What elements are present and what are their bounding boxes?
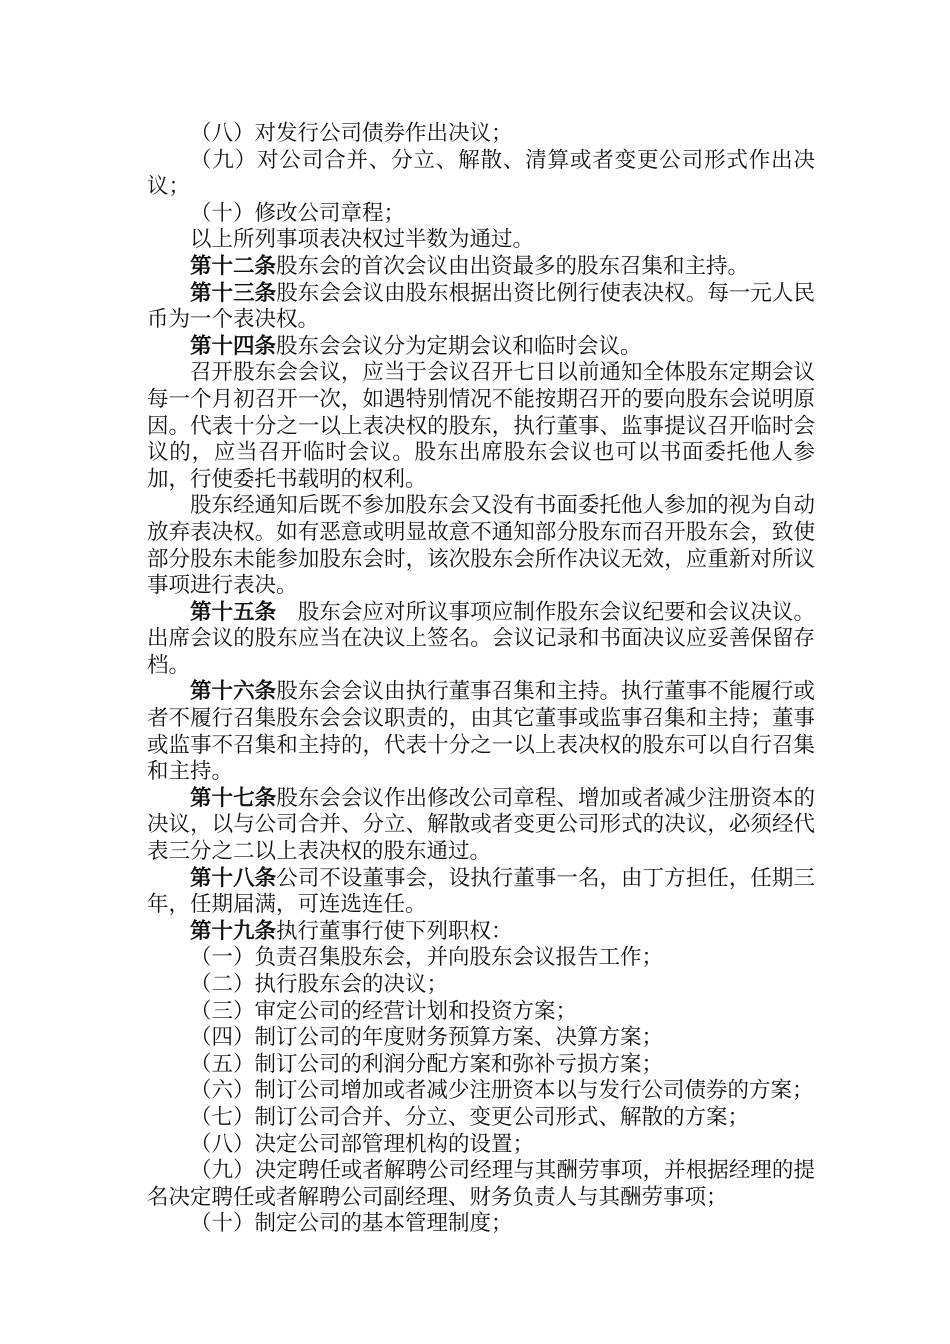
- article-text: 执行董事行使下列职权：: [276, 918, 513, 944]
- article-label: 第十九条: [190, 918, 277, 944]
- article-19: [147, 919, 815, 946]
- article-label: 第十八条: [190, 865, 277, 891]
- article-text: 股东会会议由执行董事召集和主持。执行董事不能履行或者不履行召集股东会会议职责的，由其它董事或监事召集和主持；董事或监事不召集和主持的，代表十分之一以上表决权的股东可以自行召集和主持。: [147, 679, 815, 785]
- clause-item: （九）决定聘任或者解聘公司经理与其酬劳事项，并根据经理的提名决定聘任或者解聘公司副经理、财务负责人与其酬劳事项；: [147, 1158, 815, 1210]
- article-18: [147, 866, 815, 919]
- body-paragraph: 股东经通知后既不参加股东会又没有书面委托他人参加的视为自动放弃表决权。如有恶意或明显故意不通知部分股东而召开股东会，致使部分股东未能参加股东会时，该次股东会所作决议无效，应重新对所议事项进行表决。: [147, 493, 815, 599]
- article-14: [147, 334, 815, 361]
- clause-item: （七）制订公司合并、分立、变更公司形式、解散的方案；: [190, 1104, 750, 1130]
- article-12: [147, 254, 815, 281]
- article-label: 第十七条: [190, 785, 277, 811]
- article-13: [147, 281, 815, 334]
- clause-item: （六）制订公司增加或者减少注册资本以与发行公司债券的方案；: [190, 1078, 814, 1104]
- article-label: 第十三条: [190, 280, 277, 306]
- clause-item: （二）执行股东会的决议；: [190, 972, 449, 997]
- article-text: 股东会会议分为定期会议和临时会议。: [276, 333, 642, 359]
- article-15: [147, 600, 815, 680]
- body-paragraph: 召开股东会会议，应当于会议召开七日以前通知全体股东定期会议每一个月初召开一次，如遇特别情况不能按期召开的要向股东会说明原因。代表十分之一以上表决权的股东，执行董事、监事提议召开临时会议的，应当召开临时会议。股东出席股东会议也可以书面委托他人参加，行使委托书载明的权利。: [147, 360, 815, 492]
- article-text: 公司不设董事会，设执行董事一名，由丁方担任，任期三年，任期届满，可连选连任。: [147, 865, 815, 918]
- clause-item: （八）决定公司部管理机构的设置；: [190, 1131, 535, 1157]
- article-label: 第十六条: [190, 679, 277, 705]
- body-paragraph: 以上所列事项表决权过半数为通过。: [190, 227, 535, 253]
- clause-item: （九）对公司合并、分立、解散、清算或者变更公司形式作出决议；: [147, 147, 815, 200]
- document-page: [147, 121, 815, 1238]
- article-text: 股东会会议由股东根据出资比例行使表决权。每一元人民币为一个表决权。: [147, 280, 815, 333]
- clause-item: （四）制订公司的年度财务预算方案、决算方案；: [190, 1025, 664, 1051]
- article-text: 股东会的首次会议由出资最多的股东召集和主持。: [276, 253, 750, 279]
- clause-item: （十）修改公司章程；: [190, 200, 406, 226]
- clause-item: （五）制订公司的利润分配方案和弥补亏损方案；: [190, 1051, 664, 1077]
- article-label: 第十二条: [190, 253, 277, 279]
- article-text: 股东会应对所议事项应制作股东会议纪要和会议决议。出席会议的股东应当在决议上签名。会议记录和书面决议应妥善保留存档。: [147, 599, 815, 678]
- clause-item: （十）制定公司的基本管理制度；: [190, 1211, 513, 1237]
- article-label: 第十五条: [190, 599, 277, 625]
- article-label: 第十四条: [190, 333, 277, 359]
- clause-item: （一）负责召集股东会，并向股东会议报告工作；: [190, 945, 664, 971]
- article-16: [147, 679, 815, 785]
- clause-item: （八）对发行公司债券作出决议；: [190, 121, 513, 146]
- article-17: [147, 786, 815, 866]
- clause-item: （三）审定公司的经营计划和投资方案；: [190, 998, 578, 1024]
- article-text: 股东会会议作出修改公司章程、增加或者减少注册资本的决议，以与公司合并、分立、解散或者变更公司形式的决议，必须经代表三分之二以上表决权的股东通过。: [147, 785, 815, 865]
